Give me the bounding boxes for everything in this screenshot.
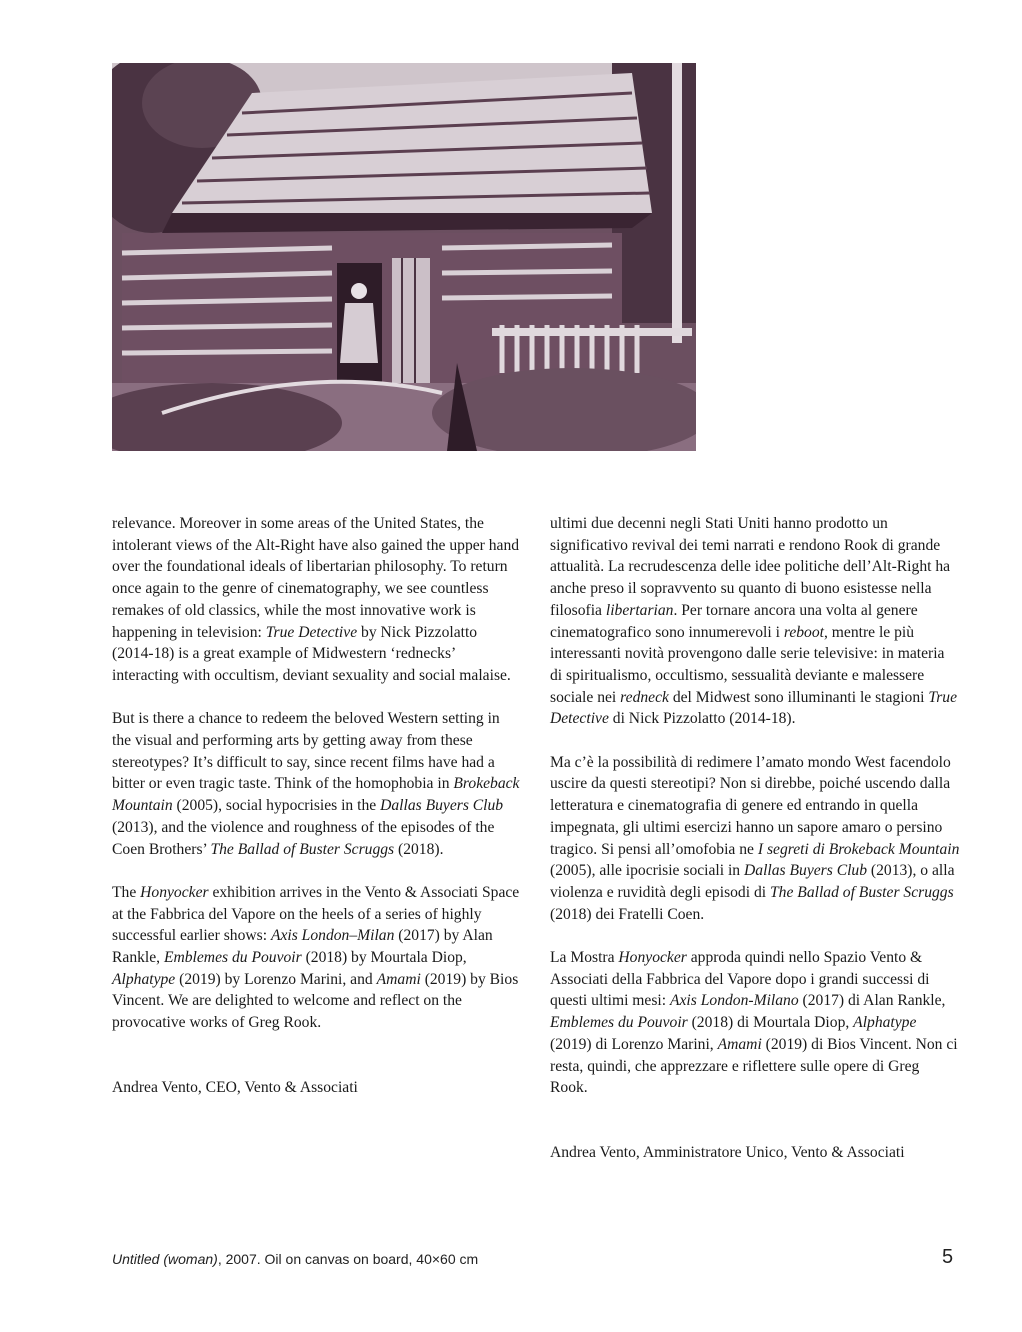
image-caption bbox=[112, 1251, 478, 1267]
english-paragraph-3: The Honyocker exhibition arrives in the Vento & Associati Space at the Fabbrica del Vapore on the heels of a series of highly successful earlier shows: Axis London–Milan (2017) by Alan Rankle, Emblemes du Pouvoir (2018) by Mourtala Diop, Alphatype (2019) by Lorenzo Marini, and Amami (2019) by Bios Vincent. We are delighted to welcome and reflect on the provocative works of Greg Rook. bbox=[112, 883, 520, 1032]
italian-paragraph-2: Ma c’è la possibilità di redimere l’amato mondo West facendolo uscire da questi stereotipi? Non si direbbe, poiché uscendo dalla letteratura e cinematografia di genere ed entrando in quella impegnata, gli ultimi esercizi hanno un sapore amaro o persino tragico. Si pensi all’omofobia ne I segreti di Brokeback Mountain (2005), alle ipocrisie sociali in Dallas Buyers Club (2013), o alla violenza e ruvidità degli episodi di The Ballad of Buster Scruggs (2018) dei Fratelli Coen. bbox=[550, 753, 960, 923]
english-paragraph-2: But is there a chance to redeem the beloved Western setting in the visual and performing arts by getting away from these stereotypes? It’s difficult to say, since recent films have had a bitter or even tragic taste. Think of the homophobia in Brokeback Mountain (2005), social hypocrisies in the Dallas Buyers Club (2013), and the violence and roughness of the episodes of the Coen Brothers’ The Ballad of Buster Scruggs (2018). bbox=[112, 710, 520, 858]
italian-signature: Andrea Vento, Amministratore Unico, Vento & Associati bbox=[550, 1143, 905, 1161]
italian-paragraph-3: La Mostra Honyocker approda quindi nello Spazio Vento & Associati della Fabbrica del Vapore dopo i grandi successi di questi ultimi mesi: Axis London-Milano (2017) di Alan Rankle, Emblemes du Pouvoir (2018) di Mourtala Diop, Alphatype (2019) di Lorenzo Marini, Amami (2019) di Bios Vincent. Non ci resta, quindi, che apprezzare e riflettere sulle opere di Greg Rook. bbox=[550, 949, 958, 1097]
english-paragraph-1: relevance. Moreover in some areas of the United States, the intolerant views of the Alt-Right have also gained the upper hand over the foundational ideals of libertarian philosophy. To return once again to the genre of cinematography, we see countless remakes of old classics, while the most innovative work is happening in television: True Detective by Nick Pizzolatto (2014-18) is a great example of Midwestern ‘rednecks’ interacting with occultism, deviant sexuality and social malaise. bbox=[112, 515, 520, 684]
painting-image bbox=[112, 63, 696, 451]
caption-title: Untitled (woman) bbox=[112, 1251, 218, 1267]
english-column bbox=[112, 513, 522, 1120]
english-signature: Andrea Vento, CEO, Vento & Associati bbox=[112, 1078, 358, 1096]
italian-paragraph-1: ultimi due decenni negli Stati Uniti hanno prodotto un significativo revival dei temi narrati e rendono Rook di grande attualità. La recrudescenza delle idee politiche dell’Alt-Right ha anche preso il sopravvento su quanto di buono esistesse nella filosofia libertarian. Per tornare ancora una volta al genere cinematografico sono innumerevoli i reboot, mentre le più interessanti novità provengono dalle serie televisive: in materia di spiritualismo, occultismo, sessualità deviante e malessere sociale nei redneck del Midwest sono illuminanti le stagioni True Detective di Nick Pizzolatto (2014-18). bbox=[550, 515, 957, 728]
caption-details: , 2007. Oil on canvas on board, 40×60 cm bbox=[217, 1251, 479, 1267]
italian-column bbox=[550, 513, 960, 1185]
page-number: 5 bbox=[942, 1246, 954, 1268]
